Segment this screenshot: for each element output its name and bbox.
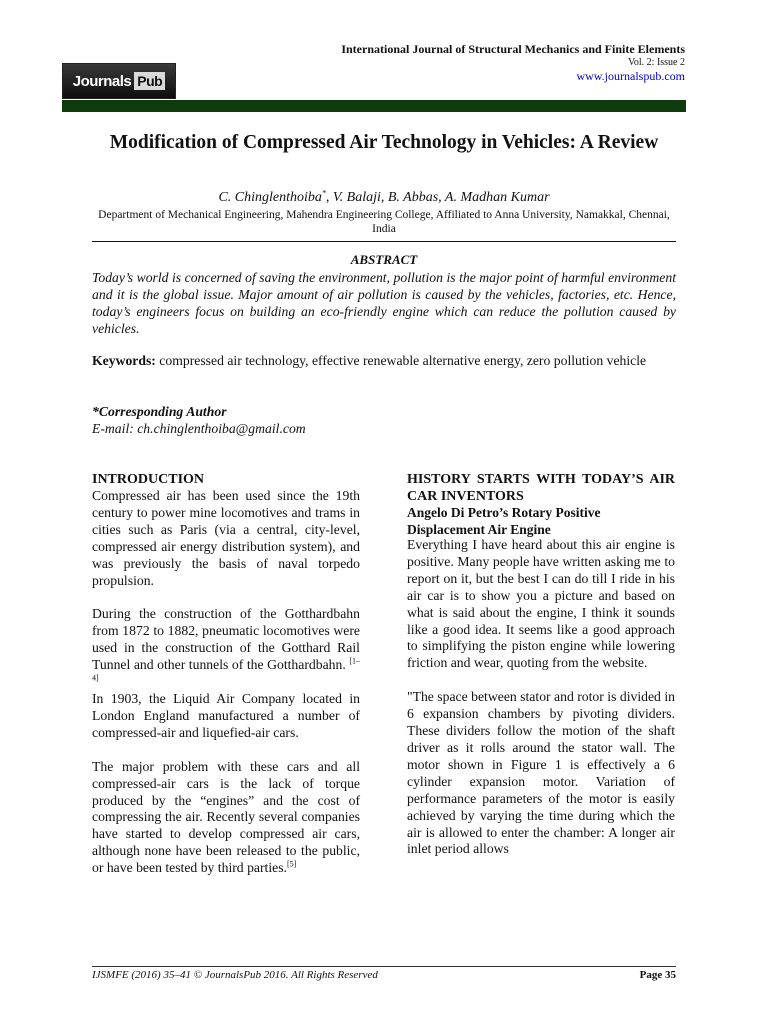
abstract-text: Today’s world is concerned of saving the environment, pollution is the major point of harmful environment and it is the global issue. Major amount of air pollution is caused by the vehicles, factories, etc. Hence, today’s engineers focus on building an eco-friendly engine which can reduce the pollution caused by vehicles. [92, 270, 676, 336]
footer-citation: IJSMFE (2016) 35–41 © JournalsPub 2016. All Rights Reserved [92, 969, 378, 981]
logo-pub: Pub [134, 72, 165, 90]
keywords [92, 352, 676, 370]
footer-divider [92, 966, 676, 967]
affiliation: Department of Mechanical Engineering, Mahendra Engineering College, Affiliated to Anna University, Namakkal, Chennai, India [98, 209, 670, 235]
citation-ref: [1–4] [92, 656, 360, 683]
intro-paragraph: Compressed air has been used since the 19th century to power mine locomotives and trams in cities such as Paris (via a central, city-level, compressed air energy distribution system), and was previously the basis of naval torpedo propulsion. [92, 488, 360, 588]
citation-ref: [5] [286, 859, 297, 869]
history-paragraph: Everything I have heard about this air engine is positive. Many people have written asking me to report on it, but the best I can do till I ride in his air car is to show you a picture and based on what is said about the engine, I think it sounds like a good idea. It seems like a good approach to simplifying the piston engine while lowering friction and wear, quoting from the website. [407, 537, 675, 671]
page-number: Page 35 [639, 969, 676, 981]
introduction-body [92, 488, 360, 877]
corresponding-mark: * [321, 188, 326, 198]
history-heading: HISTORY STARTS WITH TODAY’S AIR CAR INVENTORS [407, 472, 675, 504]
abstract-divider [92, 241, 676, 242]
author-first: C. Chinglenthoiba [218, 190, 322, 205]
history-subheading: Angelo Di Petro’s Rotary Positive Displacement Air Engine [407, 505, 601, 537]
journal-url-link[interactable]: www.journalspub.com [576, 69, 685, 83]
keywords-text: compressed air technology, effective renewable alternative energy, zero pollution vehicle [155, 353, 647, 368]
corresponding-email[interactable]: E-mail: ch.chinglenthoiba@gmail.com [92, 421, 306, 436]
author-rest: , V. Balaji, B. Abbas, A. Madhan Kumar [325, 190, 550, 205]
header-bar [62, 100, 686, 112]
introduction-heading: INTRODUCTION [92, 472, 205, 487]
history-body [407, 537, 675, 858]
intro-paragraph [92, 759, 360, 877]
journalspub-logo [62, 63, 176, 99]
journal-name: International Journal of Structural Mechanics and Finite Elements [341, 42, 685, 56]
author-list [92, 190, 676, 206]
keywords-label: Keywords: [92, 353, 156, 368]
intro-paragraph-text: During the construction of the Gotthardbahn from 1872 to 1882, pneumatic locomotives were used in the construction of the Gotthard Rail Tunnel and other tunnels of the Gotthardbahn. [92, 606, 360, 673]
logo-text: Journals [72, 72, 132, 90]
intro-paragraph-text: In 1903, the Liquid Air Company located in London England manufactured a number of compressed-air and liquefied-air cars. [92, 690, 360, 740]
intro-paragraph [92, 606, 360, 741]
journal-volume: Vol. 2: Issue 2 [627, 57, 685, 68]
abstract-heading: ABSTRACT [350, 252, 418, 267]
intro-paragraph-text: The major problem with these cars and all compressed-air cars is the lack of torque produced by the “engines” and the cost of compressing the air. Recently several companies have started to develop compressed air cars, although none have been released to the public, or have been tested by third parties. [92, 758, 360, 876]
paper-title: Modification of Compressed Air Technology in Vehicles: A Review [109, 132, 659, 153]
history-paragraph: "The space between stator and rotor is divided in 6 expansion chambers by pivoting dividers. These dividers follow the motion of the shaft driver as it rolls around the stator wall. The motor shown in Figure 1 is effectively a 6 cylinder expansion motor. Variation of performance parameters of the motor is easily achieved by varying the time during which the air is allowed to enter the chamber: A longer air inlet period allows [407, 689, 675, 857]
corresponding-author-label: *Corresponding Author [92, 404, 227, 419]
